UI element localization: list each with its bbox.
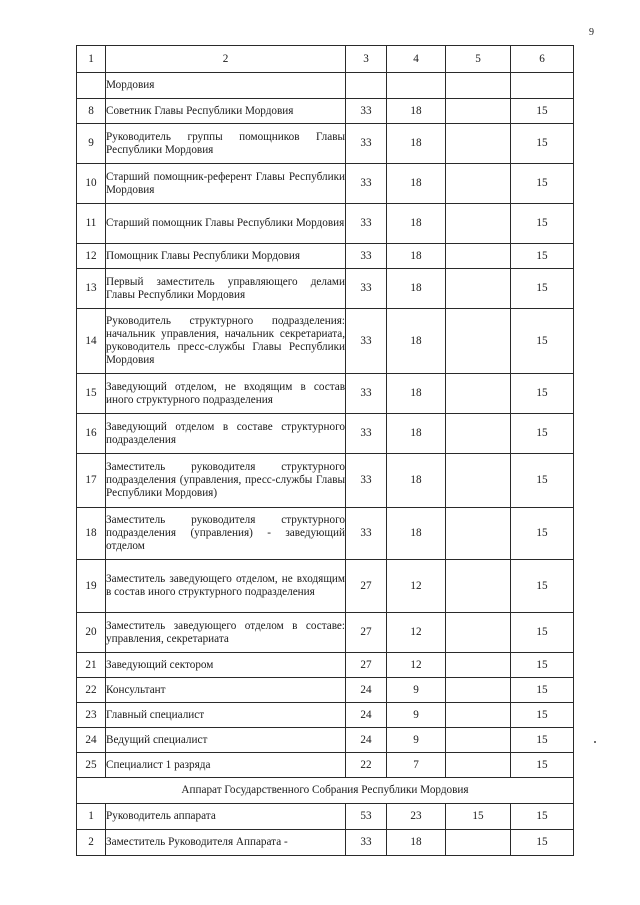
- position-name: Заведующий отделом в составе структурного подразделения: [106, 414, 346, 454]
- value-col3: 27: [346, 653, 387, 678]
- value-col3: 22: [346, 753, 387, 778]
- value-col5: [446, 99, 511, 124]
- value-col6: 15: [511, 269, 574, 309]
- value-col4: 18: [387, 309, 446, 374]
- value-col6: 15: [511, 753, 574, 778]
- value-col6: 15: [511, 613, 574, 653]
- value-col6: 15: [511, 804, 574, 830]
- value-col4: 18: [387, 164, 446, 204]
- row-number: 2: [77, 830, 106, 856]
- value-col3: 27: [346, 613, 387, 653]
- value-col4: 23: [387, 804, 446, 830]
- value-col3: 33: [346, 309, 387, 374]
- value-col6: 15: [511, 508, 574, 560]
- table-row: [77, 164, 574, 204]
- value-col5: [446, 374, 511, 414]
- row-number: 20: [77, 613, 106, 653]
- value-col3: 53: [346, 804, 387, 830]
- table-row: [77, 244, 574, 269]
- position-name: Заместитель Руководителя Аппарата -: [106, 830, 346, 856]
- row-number: 16: [77, 414, 106, 454]
- value-col5: [446, 830, 511, 856]
- value-col5: [446, 613, 511, 653]
- value-col6: 15: [511, 728, 574, 753]
- scan-speck: [594, 741, 596, 743]
- empty-cell: [346, 73, 387, 99]
- position-name: Старший помощник-референт Главы Республики Мордовия: [106, 164, 346, 204]
- position-name: Руководитель группы помощников Главы Республики Мордовия: [106, 124, 346, 164]
- header-row: [77, 46, 574, 73]
- table-row: [77, 508, 574, 560]
- position-name: Заведующий сектором: [106, 653, 346, 678]
- table-row: [77, 374, 574, 414]
- row-number: 8: [77, 99, 106, 124]
- section-title-row: [77, 778, 574, 804]
- value-col3: 33: [346, 99, 387, 124]
- table-row: [77, 728, 574, 753]
- row-number: 25: [77, 753, 106, 778]
- continuation-row: [77, 73, 574, 99]
- table-row: [77, 703, 574, 728]
- value-col3: 33: [346, 830, 387, 856]
- row-number: 19: [77, 560, 106, 613]
- table-row: [77, 124, 574, 164]
- value-col6: 15: [511, 164, 574, 204]
- value-col5: [446, 414, 511, 454]
- position-name: Заместитель заведующего отделом в составе: управления, секретариата: [106, 613, 346, 653]
- position-name: Заместитель руководителя структурного подразделения (управления, пресс-службы Главы Республики Мордовия): [106, 454, 346, 508]
- value-col6: 15: [511, 703, 574, 728]
- table-row: [77, 830, 574, 856]
- value-col6: 15: [511, 454, 574, 508]
- header-cell: 3: [346, 46, 387, 73]
- value-col4: 18: [387, 454, 446, 508]
- value-col3: 33: [346, 374, 387, 414]
- value-col3: 33: [346, 204, 387, 244]
- page-number: 9: [589, 27, 594, 38]
- value-col3: 24: [346, 728, 387, 753]
- value-col5: [446, 678, 511, 703]
- value-col4: 12: [387, 560, 446, 613]
- value-col4: 7: [387, 753, 446, 778]
- value-col5: [446, 309, 511, 374]
- table-row: [77, 560, 574, 613]
- table-row: [77, 804, 574, 830]
- value-col4: 18: [387, 508, 446, 560]
- position-name: Заведующий отделом, не входящим в состав иного структурного подразделения: [106, 374, 346, 414]
- value-col3: 33: [346, 414, 387, 454]
- value-col5: [446, 508, 511, 560]
- value-col6: 15: [511, 99, 574, 124]
- value-col6: 15: [511, 830, 574, 856]
- value-col4: 18: [387, 99, 446, 124]
- value-col4: 9: [387, 678, 446, 703]
- position-name: Первый заместитель управляющего делами Главы Республики Мордовия: [106, 269, 346, 309]
- row-number: 18: [77, 508, 106, 560]
- continuation-text: Мордовия: [106, 73, 346, 99]
- table-row: [77, 653, 574, 678]
- position-name: Специалист 1 разряда: [106, 753, 346, 778]
- table-row: [77, 204, 574, 244]
- row-number: 17: [77, 454, 106, 508]
- section-title: Аппарат Государственного Собрания Республики Мордовия: [77, 778, 574, 804]
- table-row: [77, 678, 574, 703]
- value-col5: [446, 753, 511, 778]
- header-cell: 5: [446, 46, 511, 73]
- value-col5: [446, 244, 511, 269]
- value-col6: 15: [511, 678, 574, 703]
- table-row: [77, 309, 574, 374]
- value-col6: 15: [511, 374, 574, 414]
- header-cell: 4: [387, 46, 446, 73]
- value-col3: 33: [346, 244, 387, 269]
- value-col4: 9: [387, 728, 446, 753]
- value-col3: 27: [346, 560, 387, 613]
- empty-cell: [446, 73, 511, 99]
- value-col3: 24: [346, 703, 387, 728]
- value-col3: 33: [346, 454, 387, 508]
- value-col3: 33: [346, 508, 387, 560]
- position-name: Старший помощник Главы Республики Мордовия: [106, 204, 346, 244]
- value-col5: [446, 703, 511, 728]
- position-name: Ведущий специалист: [106, 728, 346, 753]
- row-number: 23: [77, 703, 106, 728]
- value-col3: 24: [346, 678, 387, 703]
- value-col4: 12: [387, 613, 446, 653]
- empty-cell: [77, 73, 106, 99]
- value-col6: 15: [511, 309, 574, 374]
- empty-cell: [387, 73, 446, 99]
- value-col3: 33: [346, 164, 387, 204]
- table-row: [77, 269, 574, 309]
- header-cell: 6: [511, 46, 574, 73]
- value-col5: [446, 728, 511, 753]
- row-number: 11: [77, 204, 106, 244]
- row-number: 24: [77, 728, 106, 753]
- table-row: [77, 99, 574, 124]
- value-col4: 18: [387, 830, 446, 856]
- position-name: Заместитель заведующего отделом, не входящим в состав иного структурного подразделения: [106, 560, 346, 613]
- header-cell: 2: [106, 46, 346, 73]
- value-col6: 15: [511, 204, 574, 244]
- table-row: [77, 414, 574, 454]
- row-number: 21: [77, 653, 106, 678]
- value-col4: 12: [387, 653, 446, 678]
- value-col4: 18: [387, 414, 446, 454]
- value-col3: 33: [346, 124, 387, 164]
- value-col6: 15: [511, 653, 574, 678]
- row-number: 14: [77, 309, 106, 374]
- table-row: [77, 613, 574, 653]
- value-col5: [446, 204, 511, 244]
- value-col5: [446, 560, 511, 613]
- row-number: 22: [77, 678, 106, 703]
- table-row: [77, 454, 574, 508]
- value-col6: 15: [511, 124, 574, 164]
- table-row: [77, 753, 574, 778]
- row-number: 13: [77, 269, 106, 309]
- row-number: 10: [77, 164, 106, 204]
- value-col4: 18: [387, 204, 446, 244]
- value-col5: [446, 454, 511, 508]
- position-name: Руководитель аппарата: [106, 804, 346, 830]
- position-name: Главный специалист: [106, 703, 346, 728]
- value-col6: 15: [511, 414, 574, 454]
- value-col4: 18: [387, 124, 446, 164]
- empty-cell: [511, 73, 574, 99]
- row-number: 1: [77, 804, 106, 830]
- position-name: Руководитель структурного подразделения: начальник управления, начальник секретариата, руководитель пресс-службы Главы Республики Мордовия: [106, 309, 346, 374]
- value-col4: 18: [387, 374, 446, 414]
- position-name: Консультант: [106, 678, 346, 703]
- position-name: Советник Главы Республики Мордовия: [106, 99, 346, 124]
- value-col3: 33: [346, 269, 387, 309]
- header-cell: 1: [77, 46, 106, 73]
- value-col5: [446, 164, 511, 204]
- value-col6: 15: [511, 244, 574, 269]
- salary-table: [76, 45, 574, 856]
- row-number: 12: [77, 244, 106, 269]
- value-col4: 18: [387, 244, 446, 269]
- value-col4: 9: [387, 703, 446, 728]
- value-col5: [446, 653, 511, 678]
- value-col5: [446, 124, 511, 164]
- position-name: Заместитель руководителя структурного подразделения (управления) - заведующий отделом: [106, 508, 346, 560]
- value-col4: 18: [387, 269, 446, 309]
- value-col5: 15: [446, 804, 511, 830]
- value-col6: 15: [511, 560, 574, 613]
- row-number: 15: [77, 374, 106, 414]
- row-number: 9: [77, 124, 106, 164]
- value-col5: [446, 269, 511, 309]
- position-name: Помощник Главы Республики Мордовия: [106, 244, 346, 269]
